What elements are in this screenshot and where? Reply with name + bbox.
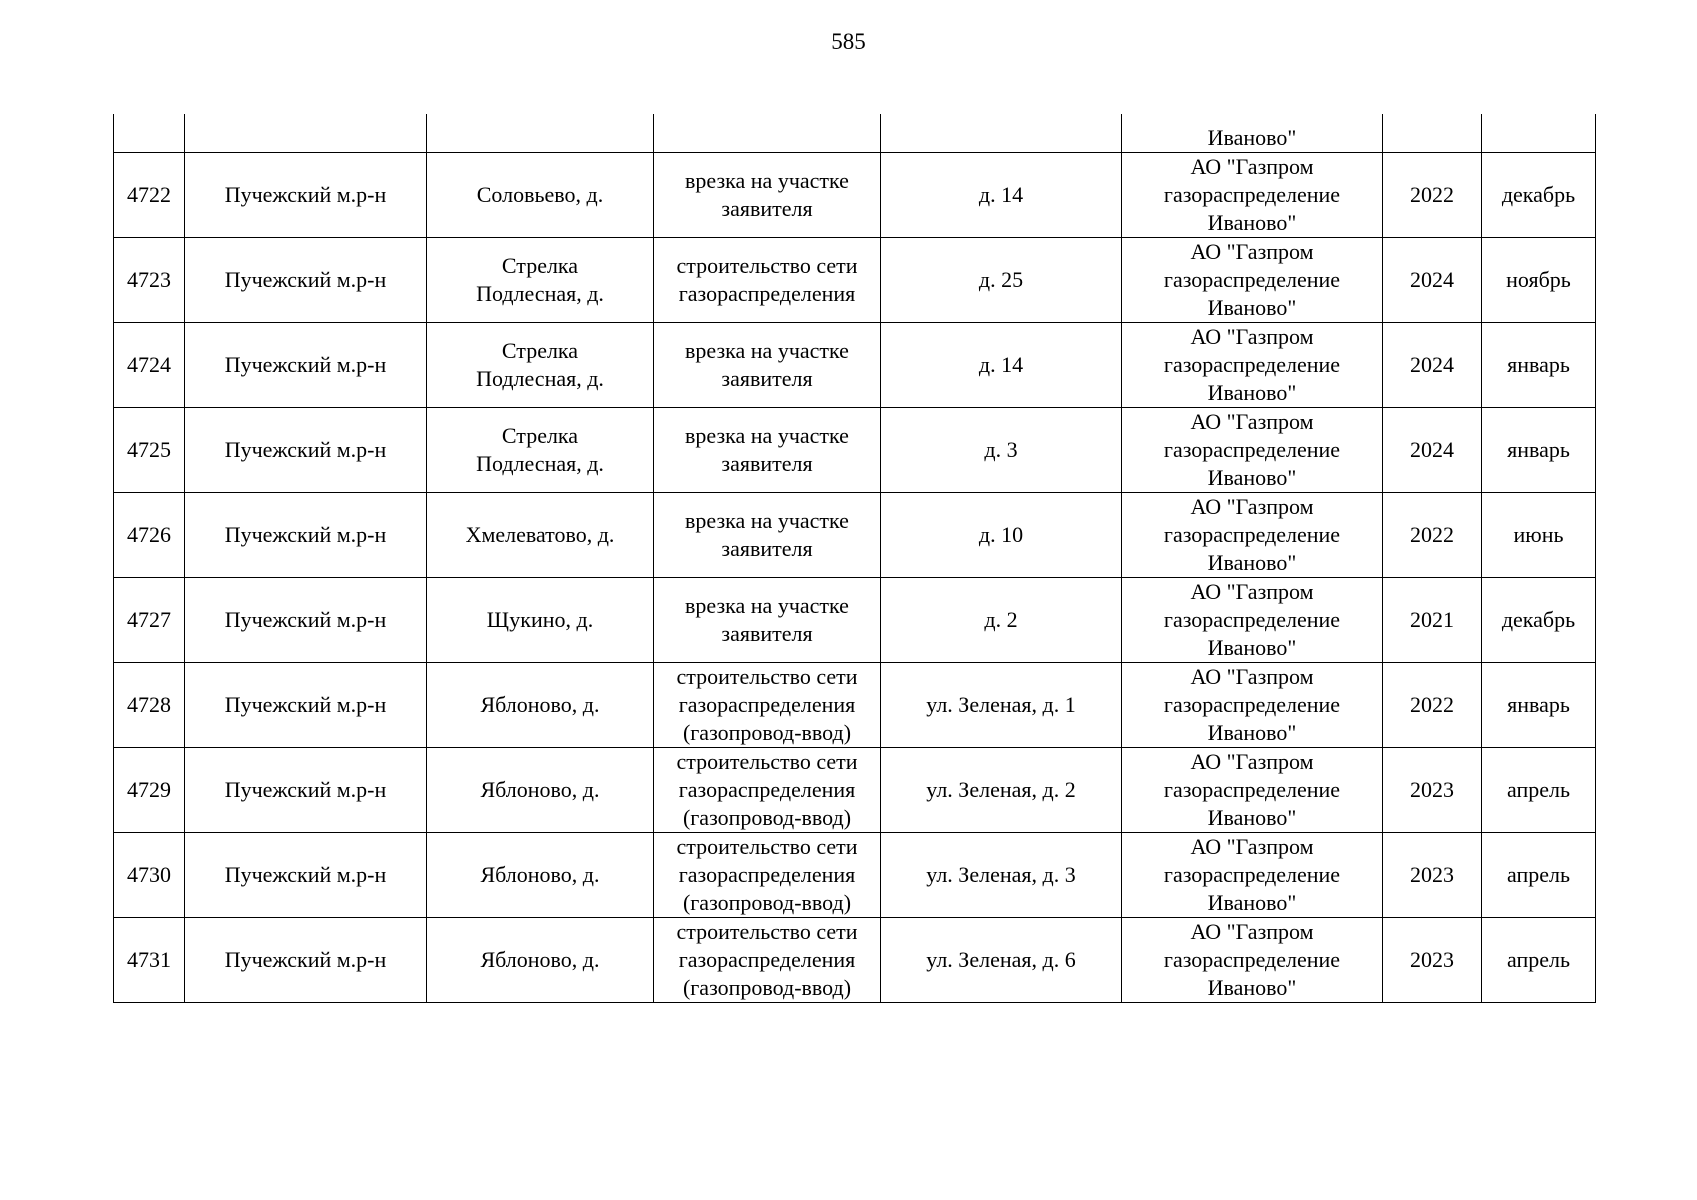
- cell-work-type: врезка на участке заявителя: [654, 323, 881, 408]
- cell-address: д. 10: [881, 493, 1122, 578]
- cell-work-type: врезка на участке заявителя: [654, 578, 881, 663]
- cell-month: январь: [1482, 408, 1596, 493]
- cell-year: [1383, 114, 1482, 153]
- cell-month: апрель: [1482, 833, 1596, 918]
- cell-id: 4727: [114, 578, 185, 663]
- cell-work-type: строительство сети газораспределения (газопровод-ввод): [654, 663, 881, 748]
- table-row: [114, 918, 1596, 1003]
- cell-year: 2022: [1383, 663, 1482, 748]
- cell-locality: Яблоново, д.: [427, 918, 654, 1003]
- cell-district: Пучежский м.р-н: [185, 153, 427, 238]
- cell-work-type: [654, 114, 881, 153]
- cell-operator: АО "Газпром газораспределение Иваново": [1122, 748, 1383, 833]
- cell-id: 4722: [114, 153, 185, 238]
- cell-address: ул. Зеленая, д. 2: [881, 748, 1122, 833]
- cell-district: Пучежский м.р-н: [185, 833, 427, 918]
- cell-id: 4723: [114, 238, 185, 323]
- cell-year: 2024: [1383, 323, 1482, 408]
- cell-month: декабрь: [1482, 153, 1596, 238]
- cell-year: 2022: [1383, 153, 1482, 238]
- cell-locality: Хмелеватово, д.: [427, 493, 654, 578]
- cell-district: Пучежский м.р-н: [185, 238, 427, 323]
- cell-work-type: строительство сети газораспределения (газопровод-ввод): [654, 748, 881, 833]
- cell-locality: Стрелка Подлесная, д.: [427, 323, 654, 408]
- table-row: [114, 323, 1596, 408]
- cell-district: Пучежский м.р-н: [185, 578, 427, 663]
- table-row: [114, 408, 1596, 493]
- table-row: [114, 493, 1596, 578]
- cell-year: 2022: [1383, 493, 1482, 578]
- cell-locality: Яблоново, д.: [427, 663, 654, 748]
- cell-id: 4726: [114, 493, 185, 578]
- cell-year: 2023: [1383, 918, 1482, 1003]
- continued-row: [114, 114, 1596, 153]
- cell-month: декабрь: [1482, 578, 1596, 663]
- cell-district: Пучежский м.р-н: [185, 493, 427, 578]
- cell-operator: АО "Газпром газораспределение Иваново": [1122, 323, 1383, 408]
- cell-address: ул. Зеленая, д. 1: [881, 663, 1122, 748]
- table-row: [114, 833, 1596, 918]
- cell-locality: Стрелка Подлесная, д.: [427, 238, 654, 323]
- cell-address: д. 2: [881, 578, 1122, 663]
- cell-locality: Яблоново, д.: [427, 833, 654, 918]
- cell-id: 4730: [114, 833, 185, 918]
- cell-id: 4731: [114, 918, 185, 1003]
- cell-year: 2023: [1383, 748, 1482, 833]
- cell-work-type: врезка на участке заявителя: [654, 493, 881, 578]
- cell-work-type: строительство сети газораспределения: [654, 238, 881, 323]
- cell-work-type: строительство сети газораспределения (газопровод-ввод): [654, 833, 881, 918]
- cell-address: [881, 114, 1122, 153]
- cell-district: Пучежский м.р-н: [185, 663, 427, 748]
- cell-locality: Яблоново, д.: [427, 748, 654, 833]
- cell-month: апрель: [1482, 748, 1596, 833]
- cell-operator: Иваново": [1122, 114, 1383, 153]
- cell-work-type: строительство сети газораспределения (газопровод-ввод): [654, 918, 881, 1003]
- cell-month: [1482, 114, 1596, 153]
- cell-month: апрель: [1482, 918, 1596, 1003]
- table-row: [114, 238, 1596, 323]
- cell-locality: [427, 114, 654, 153]
- cell-district: Пучежский м.р-н: [185, 748, 427, 833]
- cell-month: январь: [1482, 663, 1596, 748]
- cell-district: Пучежский м.р-н: [185, 323, 427, 408]
- cell-locality: Соловьево, д.: [427, 153, 654, 238]
- cell-operator: АО "Газпром газораспределение Иваново": [1122, 578, 1383, 663]
- cell-address: д. 14: [881, 153, 1122, 238]
- cell-id: 4724: [114, 323, 185, 408]
- cell-address: ул. Зеленая, д. 6: [881, 918, 1122, 1003]
- cell-address: ул. Зеленая, д. 3: [881, 833, 1122, 918]
- cell-year: 2023: [1383, 833, 1482, 918]
- cell-id: 4728: [114, 663, 185, 748]
- cell-year: 2024: [1383, 238, 1482, 323]
- gasification-schedule-table: [113, 114, 1596, 1003]
- page-number: 585: [831, 29, 866, 54]
- table-row: [114, 748, 1596, 833]
- table-row: [114, 663, 1596, 748]
- cell-district: Пучежский м.р-н: [185, 918, 427, 1003]
- cell-month: ноябрь: [1482, 238, 1596, 323]
- cell-operator: АО "Газпром газораспределение Иваново": [1122, 918, 1383, 1003]
- cell-address: д. 25: [881, 238, 1122, 323]
- cell-district: [185, 114, 427, 153]
- cell-district: Пучежский м.р-н: [185, 408, 427, 493]
- cell-id: 4729: [114, 748, 185, 833]
- cell-address: д. 14: [881, 323, 1122, 408]
- cell-month: июнь: [1482, 493, 1596, 578]
- cell-id: [114, 114, 185, 153]
- cell-operator: АО "Газпром газораспределение Иваново": [1122, 493, 1383, 578]
- cell-operator: АО "Газпром газораспределение Иваново": [1122, 663, 1383, 748]
- cell-work-type: врезка на участке заявителя: [654, 153, 881, 238]
- cell-address: д. 3: [881, 408, 1122, 493]
- cell-id: 4725: [114, 408, 185, 493]
- cell-locality: Стрелка Подлесная, д.: [427, 408, 654, 493]
- table-row: [114, 153, 1596, 238]
- cell-year: 2024: [1383, 408, 1482, 493]
- cell-operator: АО "Газпром газораспределение Иваново": [1122, 408, 1383, 493]
- cell-operator: АО "Газпром газораспределение Иваново": [1122, 153, 1383, 238]
- cell-month: январь: [1482, 323, 1596, 408]
- cell-year: 2021: [1383, 578, 1482, 663]
- cell-work-type: врезка на участке заявителя: [654, 408, 881, 493]
- cell-operator: АО "Газпром газораспределение Иваново": [1122, 238, 1383, 323]
- cell-operator: АО "Газпром газораспределение Иваново": [1122, 833, 1383, 918]
- table-row: [114, 578, 1596, 663]
- cell-locality: Щукино, д.: [427, 578, 654, 663]
